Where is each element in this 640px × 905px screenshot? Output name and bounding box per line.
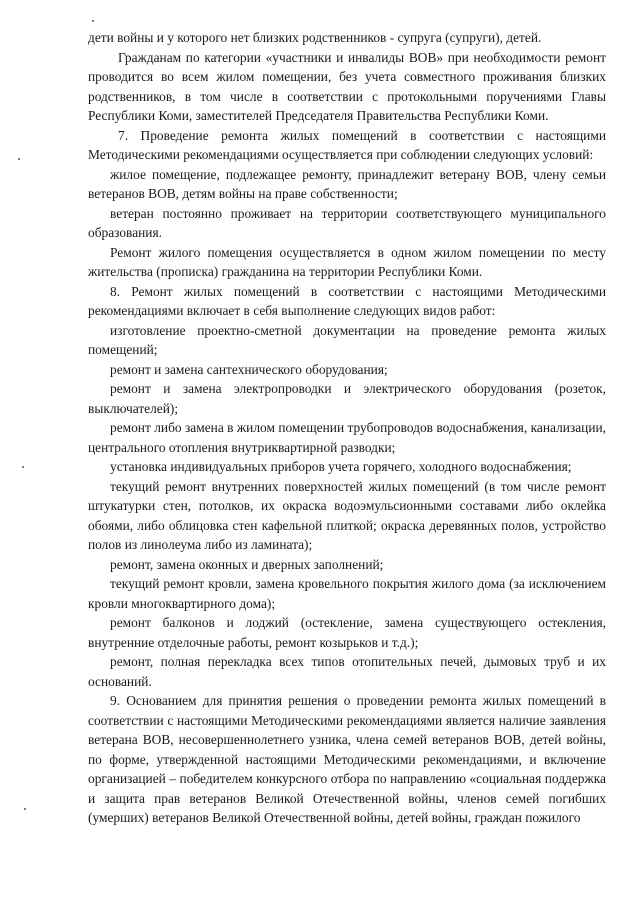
scan-speck	[92, 20, 94, 22]
scan-speck	[18, 158, 20, 160]
paragraph-single-dwelling: Ремонт жилого помещения осуществляется в одном жилом помещении по месту жительства (прописка) гражданина на территории Республики Коми.	[88, 244, 606, 279]
work-item-roof: текущий ремонт кровли, замена кровельного покрытия жилого дома (за исключением кровли многоквартирного дома);	[88, 576, 606, 611]
work-item-electrical: ремонт и замена электропроводки и электрического оборудования (розеток, выключателей);	[88, 381, 606, 416]
work-item-windows-doors: ремонт, замена оконных и дверных заполнений;	[110, 556, 384, 572]
work-item-balconies: ремонт балконов и лоджий (остекление, замена существующего остекления, внутренние отделочные работы, ремонт козырьков и т.д.);	[88, 615, 606, 650]
paragraph-8-works: 8. Ремонт жилых помещений в соответствии с настоящими Методическими рекомендациями включает в себя выполнение следующих видов работ:	[88, 283, 606, 318]
paragraph-9-grounds: 9. Основанием для принятия решения о проведении ремонта жилых помещений в соответствии с настоящими Методическими рекомендациями является наличие заявления ветерана ВОВ, несовершеннолетнего узника, члена семей ветеранов ВОВ, детей войны, по форме, утвержденной настоящими Методическими рекомендациями, и включение организацией – победителем конкурсного отбора по направлению «социальная поддержка и защита прав ветеранов Великой Отечественной войны, членов семей погибших (умерших) ветеранов Великой Отечественной войны, детей войны, граждан пожилого	[88, 693, 606, 825]
condition-residence: ветеран постоянно проживает на территории соответствующего муниципального образования.	[88, 205, 606, 240]
document-page	[88, 28, 606, 828]
scan-speck	[22, 466, 24, 468]
work-item-meters: установка индивидуальных приборов учета горячего, холодного водоснабжения;	[110, 459, 572, 474]
work-item-design-docs: изготовление проектно-сметной документации на проведение ремонта жилых помещений;	[88, 322, 606, 357]
scan-speck	[24, 808, 26, 810]
work-item-plumbing: ремонт и замена сантехнического оборудования;	[110, 361, 388, 377]
work-item-pipelines: ремонт либо замена в жилом помещении трубопроводов водоснабжения, канализации, центрального отопления внутриквартирной разводки;	[88, 420, 606, 455]
paragraph-7-conditions: 7. Проведение ремонта жилых помещений в соответствии с настоящими Методическими рекомендациями осуществляется при соблюдении следующих условий:	[88, 127, 606, 162]
paragraph-continuation: дети войны и у которого нет близких родственников - супруга (супруги), детей.	[88, 30, 542, 45]
work-item-stoves: ремонт, полная перекладка всех типов отопительных печей, дымовых труб и их оснований.	[88, 654, 606, 689]
work-item-interior-repair: текущий ремонт внутренних поверхностей жилых помещений (в том числе ремонт штукатурки стен, потолков, их окраска водоэмульсионными составами либо оклейка обоями, либо облицовка стен кафельной плиткой; окраска деревянных полов, устройство полов из линолеума либо из ламината);	[88, 478, 606, 552]
paragraph-wwii-participants: Гражданам по категории «участники и инвалиды ВОВ» при необходимости ремонт проводится во всем жилом помещении, без учета совместного проживания близких родственников, в том числе в соответствии с протокольными поручениями Главы Республики Коми, заместителей Председателя Правительства Республики Коми.	[88, 49, 606, 123]
condition-ownership: жилое помещение, подлежащее ремонту, принадлежит ветерану ВОВ, члену семьи ветеранов ВОВ, детям войны на праве собственности;	[88, 166, 606, 201]
